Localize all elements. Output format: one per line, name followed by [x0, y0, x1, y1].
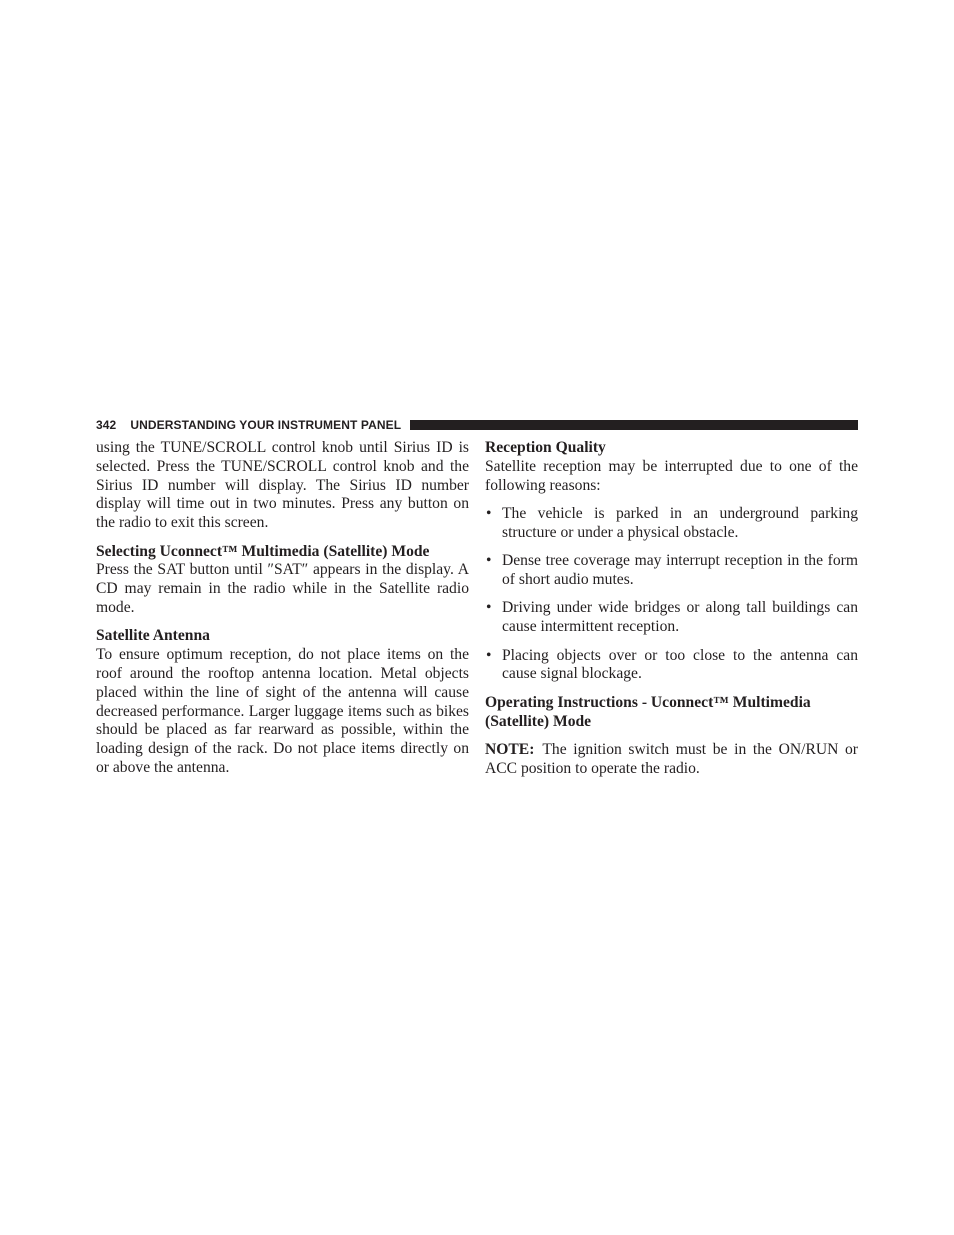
note-text: The ignition switch must be in the ON/RUN or ACC position to operate the radio. — [485, 740, 858, 777]
list-item — [485, 552, 858, 590]
list-item-text: Dense tree coverage may interrupt reception in the form of short audio mutes. — [502, 552, 858, 588]
list-item-text: Placing objects over or too close to the antenna can cause signal blockage. — [502, 646, 858, 683]
bullet-icon: • — [486, 646, 492, 664]
list-item — [485, 599, 858, 637]
bullet-icon: • — [486, 599, 492, 617]
selecting-mode-body: Press the SAT button until ″SAT″ appears in the display. A CD may remain in the radio while in the Satellite radio mode. — [96, 561, 469, 616]
right-column — [485, 439, 858, 779]
intro-paragraph: using the TUNE/SCROLL control knob until Sirius ID is selected. Press the TUNE/SCROLL control knob and the Sirius ID number will display. The Sirius ID number display will time out in two minutes. Press any button on the radio to exit this screen. — [96, 439, 469, 532]
selecting-mode-heading: Selecting Uconnect™ Multimedia (Satellite) Mode — [96, 542, 430, 560]
section-title: UNDERSTANDING YOUR INSTRUMENT PANEL — [130, 418, 402, 432]
list-item — [485, 505, 858, 543]
satellite-antenna-body: To ensure optimum reception, do not place items on the roof around the rooftop antenna location. Metal objects placed within the line of sight of the antenna will cause decreased performance. Larger luggage items such as bikes should be placed as far rearward as possible, within the loading design of the rack. Do not place items directly on or above the antenna. — [96, 646, 469, 776]
reception-quality-heading: Reception Quality — [485, 439, 606, 456]
list-item-text: The vehicle is parked in an underground parking structure or under a physical obstacle. — [502, 504, 858, 541]
note-label: NOTE: — [485, 740, 535, 758]
bullet-icon: • — [486, 504, 492, 522]
page-number: 342 — [96, 418, 117, 432]
reception-reasons-list — [485, 505, 858, 684]
operating-instructions-heading: Operating Instructions - Uconnect™ Multimedia (Satellite) Mode — [485, 693, 811, 730]
bullet-icon: • — [486, 552, 492, 570]
note-paragraph — [485, 741, 858, 779]
satellite-antenna-heading: Satellite Antenna — [96, 627, 210, 645]
left-column — [96, 439, 469, 778]
list-item-text: Driving under wide bridges or along tall buildings can cause intermittent reception. — [502, 599, 858, 636]
header-rule-bar — [410, 420, 858, 430]
page-header — [96, 417, 858, 433]
list-item — [485, 647, 858, 685]
reception-quality-body: Satellite reception may be interrupted due to one of the following reasons: — [485, 457, 858, 494]
